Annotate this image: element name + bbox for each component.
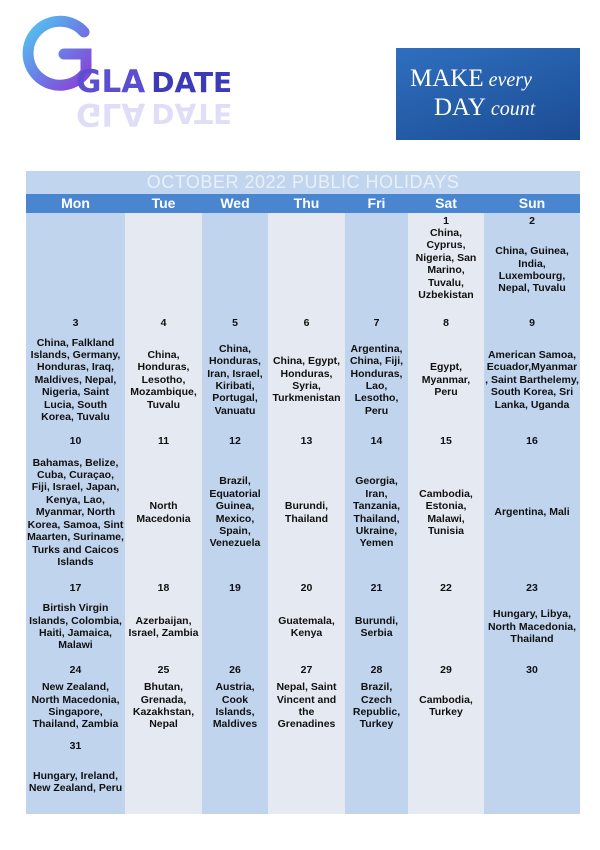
day-cell-10 [26, 433, 125, 580]
empty-day-cell [484, 738, 580, 814]
day-number: 19 [229, 582, 241, 594]
day-number: 1 [443, 215, 449, 227]
day-number: 5 [232, 317, 238, 329]
day-number: 26 [229, 664, 241, 676]
slogan-day: DAY [434, 94, 486, 121]
holiday-list: American Samoa, Ecuador,Myanmar , Saint Barthelemy, South Korea, Sri Lanka, Uganda [485, 348, 579, 411]
holiday-list: Argentina, China, Fiji, Honduras, Lao, Lesotho, Peru [349, 342, 404, 417]
day-cell-27 [268, 662, 345, 738]
holiday-list: China, Honduras, Lesotho, Mozambique, Tuvalu [130, 348, 197, 411]
weekday-header-tue: Tue [125, 194, 202, 213]
day-cell-23 [484, 580, 580, 662]
empty-day-cell [202, 213, 268, 315]
holiday-list: Egypt, Myanmar, Peru [421, 361, 471, 399]
holiday-list: Bhutan, Grenada, Kazakhstan, Nepal [132, 681, 195, 731]
day-cell-11 [125, 433, 202, 580]
day-cell-21 [345, 580, 408, 662]
holiday-list: Burundi, Thailand [284, 500, 329, 525]
empty-day-cell [125, 738, 202, 814]
holiday-list: Cambodia, Turkey [419, 693, 473, 718]
day-number: 3 [72, 317, 79, 329]
day-number: 30 [526, 664, 538, 676]
holiday-list: Brazil, Equatorial Guinea, Mexico, Spain, Venezuela [209, 475, 261, 550]
day-number: 20 [300, 582, 313, 594]
day-cell-4 [125, 315, 202, 433]
empty-day-cell [408, 738, 484, 814]
holiday-list: Azerbaijan, Israel, Zambia [128, 614, 199, 639]
day-cell-2 [484, 213, 580, 315]
day-number: 29 [440, 664, 452, 676]
holiday-list: Argentina, Mali [494, 506, 570, 519]
day-number: 25 [157, 664, 170, 676]
logo-reflection-main: GLA [76, 96, 146, 132]
day-number: 27 [300, 664, 313, 676]
day-number: 24 [69, 664, 82, 676]
day-number: 18 [157, 582, 170, 594]
day-number: 17 [69, 582, 82, 594]
empty-day-cell [345, 213, 408, 315]
logo-reflection-secondary: DATE [151, 97, 233, 130]
calendar-title: OCTOBER 2022 PUBLIC HOLIDAYS [26, 171, 580, 194]
day-cell-22 [408, 580, 484, 662]
day-cell-5 [202, 315, 268, 433]
day-number: 16 [526, 435, 538, 447]
weekday-header-fri: Fri [345, 194, 408, 213]
day-number: 12 [229, 435, 241, 447]
day-cell-17 [26, 580, 125, 662]
day-number: 2 [529, 215, 535, 227]
holiday-list: China, Honduras, Iran, Israel, Kiribati, Portugal, Vanuatu [207, 342, 263, 417]
logo-secondary-text: DATE [151, 66, 233, 99]
empty-day-cell [268, 213, 345, 315]
holiday-list: Bahamas, Belize, Cuba, Curaçao, Fiji, Israel, Japan, Kenya, Lao, Myanmar, North Korea, Samoa, Sint Maarten, Suriname, Turks and Caicos Islands [27, 456, 124, 568]
day-cell-16 [484, 433, 580, 580]
holiday-calendar [26, 171, 580, 814]
weekday-header-wed: Wed [202, 194, 268, 213]
holiday-list: Burundi, Serbia [354, 614, 399, 639]
day-number: 23 [526, 582, 538, 594]
empty-day-cell [345, 738, 408, 814]
day-cell-24 [26, 662, 125, 738]
day-cell-7 [345, 315, 408, 433]
day-cell-13 [268, 433, 345, 580]
day-number: 8 [443, 317, 449, 329]
holiday-list: Brazil, Czech Republic, Turkey [352, 681, 401, 731]
day-number: 31 [69, 740, 82, 752]
day-cell-25 [125, 662, 202, 738]
day-cell-3 [26, 315, 125, 433]
empty-day-cell [26, 213, 125, 315]
day-cell-31 [26, 738, 125, 814]
day-number: 15 [440, 435, 452, 447]
empty-day-cell [268, 738, 345, 814]
gla-date-logo [18, 14, 268, 132]
day-cell-8 [408, 315, 484, 433]
holiday-list: Birtish Virgin Islands, Colombia, Haiti, Jamaica, Malawi [29, 602, 122, 652]
holiday-list: North Macedonia [136, 500, 191, 525]
day-number: 28 [370, 664, 383, 676]
holiday-list: Nepal, Saint Vincent and the Grenadines [276, 681, 337, 731]
day-number: 6 [303, 317, 310, 329]
holiday-list: Austria, Cook Islands, Maldives [212, 681, 258, 731]
day-number: 13 [300, 435, 313, 447]
day-cell-15 [408, 433, 484, 580]
logo-wordmark [76, 64, 232, 100]
day-number: 21 [370, 582, 383, 594]
day-cell-26 [202, 662, 268, 738]
logo-reflection [76, 96, 232, 132]
day-number: 7 [373, 317, 380, 329]
day-number: 4 [160, 317, 167, 329]
empty-day-cell [202, 738, 268, 814]
day-cell-1 [408, 213, 484, 315]
slogan-count: count [490, 98, 536, 120]
day-cell-12 [202, 433, 268, 580]
weekday-header-sat: Sat [408, 194, 484, 213]
day-cell-28 [345, 662, 408, 738]
weekday-header-sun: Sun [484, 194, 580, 213]
holiday-list: China, Guinea, India, Luxembourg, Nepal, Tuvalu [495, 245, 569, 295]
slogan-make: MAKE [410, 65, 484, 92]
day-cell-18 [125, 580, 202, 662]
logo-main-text: GLA [76, 64, 146, 100]
holiday-list: Cambodia, Estonia, Malawi, Tunisia [419, 487, 473, 537]
day-cell-6 [268, 315, 345, 433]
empty-day-cell [125, 213, 202, 315]
day-number: 14 [370, 435, 383, 447]
holiday-list: Hungary, Ireland, New Zealand, Peru [28, 769, 123, 794]
day-cell-9 [484, 315, 580, 433]
weekday-header-thu: Thu [268, 194, 345, 213]
day-cell-30 [484, 662, 580, 738]
holiday-list: China, Egypt, Honduras, Syria, Turkmenistan [272, 355, 341, 405]
day-cell-19 [202, 580, 268, 662]
weekday-header-mon: Mon [26, 194, 125, 213]
day-number: 11 [157, 435, 170, 447]
holiday-list: Guatemala, Kenya [278, 614, 335, 639]
slogan-every: every [488, 69, 532, 91]
holiday-list: China, Cyprus, Nigeria, San Marino, Tuvalu, Uzbekistan [415, 227, 477, 302]
holiday-list: Hungary, Libya, North Macedonia, Thailand [487, 608, 577, 646]
day-cell-20 [268, 580, 345, 662]
holiday-list: Georgia, Iran, Tanzania, Thailand, Ukraine, Yemen [352, 475, 401, 550]
holiday-list: New Zealand, North Macedonia, Singapore, Thailand, Zambia [31, 681, 120, 731]
slogan-banner [396, 48, 580, 140]
day-cell-29 [408, 662, 484, 738]
day-number: 22 [440, 582, 452, 594]
day-number: 9 [529, 317, 535, 329]
holiday-list: China, Falkland Islands, Germany, Honduras, Iraq, Maldives, Nepal, Nigeria, Saint Lucia, South Korea, Tuvalu [30, 336, 121, 424]
day-number: 10 [69, 435, 82, 447]
day-cell-14 [345, 433, 408, 580]
